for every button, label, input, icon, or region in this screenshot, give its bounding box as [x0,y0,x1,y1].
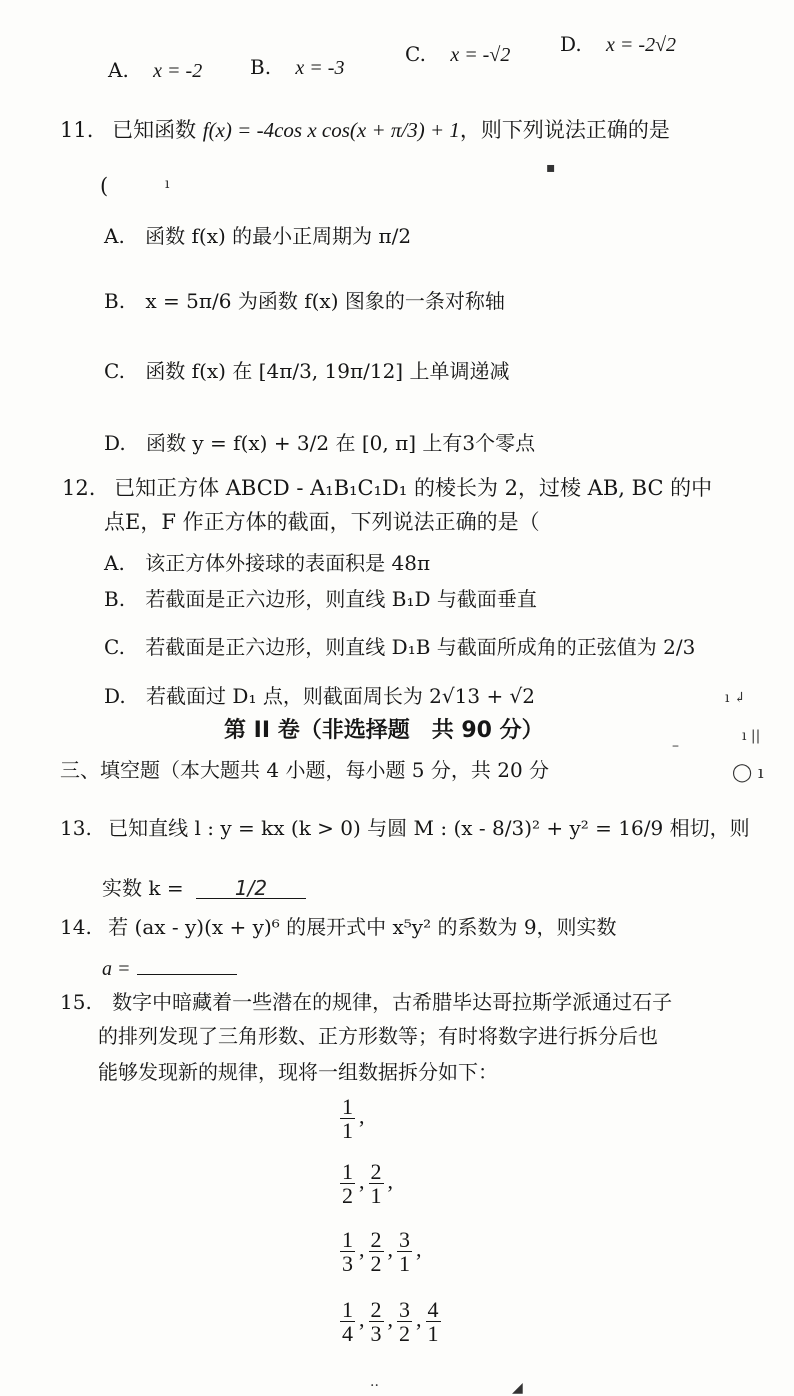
q15-row-2: $\frac{1}{2}$ , $\frac{2}{1}$ , [342,1159,393,1209]
denominator: 2 [370,1251,382,1277]
q14-number: 14. [60,915,92,939]
q10-option-b-label: B. [250,55,272,79]
numerator: 2 [370,1159,382,1184]
numerator: 3 [399,1297,410,1322]
q10-option-a-text: x = -2 [153,60,203,82]
q11-option-a-text: 函数 f(x) 的最小正周期为 π/2 [145,224,412,248]
q15-line3: 能够发现新的规律，现将一组数据拆分如下： [98,1060,498,1084]
q10-option-c-label: C. [405,42,426,66]
q12-option-a [104,547,430,576]
q11-formula: f(x) = -4cos x cos(x + π/3) + 1 [202,118,460,142]
q10-option-d-text: x = -2√2 [606,34,677,56]
q15-row-4: $\frac{1}{4}$ , $\frac{2}{3}$ , $\frac{3}{2}$ , $\frac{4}{1}$ [342,1297,439,1347]
q15-line1-text: 数字中暗藏着一些潜在的规律，古希腊毕达哥拉斯学派通过石子 [112,990,673,1014]
denominator: 1 [427,1321,439,1347]
q15-fraction [340,1298,355,1345]
q15-fraction [397,1228,412,1275]
scan-speck: ▪ [546,160,556,176]
q10-option-d [560,32,676,57]
numerator: 1 [342,1159,353,1184]
q15-fraction [369,1160,384,1207]
q12-option-d [104,680,535,709]
scan-speck: ı || [742,728,761,744]
q14-answer-blank[interactable] [137,956,237,975]
denominator: 2 [342,1183,353,1209]
q10-option-b-text: x = -3 [295,57,345,79]
q15-fraction [426,1298,441,1345]
q12-option-a-label: A. [104,551,125,575]
comma: , [359,1103,365,1129]
q11-option-b-label: B. [104,289,126,313]
q11-option-d-text: 函数 y = f(x) + 3/2 在 [0, π] 上有3个零点 [146,431,536,455]
q11-option-d [104,427,535,456]
q11-option-c-label: C. [104,359,125,383]
denominator: 1 [399,1251,410,1277]
numerator: 1 [342,1297,353,1322]
denominator: 1 [342,1118,353,1144]
q15-fraction [340,1228,355,1275]
scan-speck: ı [165,176,170,192]
numerator: 2 [370,1297,382,1322]
numerator: 1 [342,1094,353,1119]
scan-speck: ◢ [512,1380,523,1396]
q13-line1-text: 已知直线 l : y = kx (k > 0) 与圆 M : (x - 8/3)² + y² = 16/9 相切，则 [108,816,750,840]
q12-option-b-text: 若截面是正六边形，则直线 B₁D 与截面垂直 [145,587,537,611]
q11-option-c [104,355,509,384]
q15-line1 [60,992,672,1012]
q10-option-d-label: D. [560,32,582,56]
q14-line2 [102,956,237,979]
q10-option-c [405,42,510,67]
q11-option-a [104,220,411,249]
scan-speck: ·· [370,1378,379,1394]
q14-line2-text: a = [102,958,131,980]
denominator: 3 [342,1251,353,1277]
q11-number: 11. [60,118,94,142]
q14-line1-text: 若 (ax - y)(x + y)⁶ 的展开式中 x⁵y² 的系数为 9，则实数 [108,915,617,939]
q12-option-c-label: C. [104,635,125,659]
q12-option-d-label: D. [104,684,126,708]
scan-speck: – [672,738,679,754]
q12-option-d-text: 若截面过 D₁ 点，则截面周长为 2√13 + √2 [146,684,536,708]
q10-option-a-label: A. [108,58,129,82]
q11-option-b-text: x = 5π/6 为函数 f(x) 图象的一条对称轴 [145,289,505,313]
q12-line2: 点E，F 作正方体的截面，下列说法正确的是（ [104,510,540,534]
numerator: 2 [370,1227,382,1252]
q14-line1 [60,917,617,937]
q11-option-a-label: A. [104,224,125,248]
numerator: 4 [427,1297,439,1322]
denominator: 4 [342,1321,353,1347]
q10-option-a [108,58,202,83]
section3-title: 三、填空题（本大题共 4 小题，每小题 5 分，共 20 分 [60,758,550,782]
q12-line1 [62,478,712,499]
q15-fraction [369,1228,384,1275]
q13-number: 13. [60,816,92,840]
q15-fraction [369,1298,384,1345]
q15-line2: 的排列发现了三角形数、正方形数等；有时将数字进行拆分后也 [98,1024,658,1048]
q11-stem-suffix: ，则下列说法正确的是 [459,118,670,142]
denominator: 1 [370,1183,382,1209]
q10-option-b [250,55,344,80]
q11-option-c-text: 函数 f(x) 在 [4π/3, 19π/12] 上单调递减 [145,359,510,383]
denominator: 3 [370,1321,382,1347]
q11-option-d-label: D. [104,431,126,455]
scan-circle-mark-icon: ◯ ı [732,762,764,783]
q12-line1-text: 已知正方体 ABCD - A₁B₁C₁D₁ 的棱长为 2，过棱 AB, BC 的中 [114,476,713,500]
q15-fraction [397,1298,412,1345]
q10-option-c-text: x = -√2 [450,44,511,66]
q12-option-c-text: 若截面是正六边形，则直线 D₁B 与截面所成角的正弦值为 2/3 [145,635,696,659]
q15-number: 15. [60,990,92,1014]
denominator: 2 [399,1321,410,1347]
q11-paren: ( [100,174,109,198]
q15-row-3: $\frac{1}{3}$ , $\frac{2}{2}$ , $\frac{3}{1}$ , [342,1227,422,1277]
q12-option-b-label: B. [104,587,126,611]
numerator: 1 [342,1227,353,1252]
q12-option-a-text: 该正方体外接球的表面积是 48π [145,551,431,575]
q15-fraction [340,1095,355,1142]
q11-stem [60,120,670,141]
q15-row-1 [336,1095,365,1142]
q12-option-c [104,631,695,660]
q12-number: 12. [62,476,96,500]
q12-option-b [104,583,537,612]
numerator: 3 [399,1227,410,1252]
q15-fraction [340,1160,355,1207]
q13-line2 [102,878,306,899]
q13-line1 [60,818,750,838]
q11-option-b [104,285,505,314]
part2-title: 第 II 卷（非选择题 共 90 分） [224,718,544,743]
q11-stem-prefix: 已知函数 [112,118,197,142]
scan-speck: ı ↲ [725,690,746,706]
q13-line2-prefix: 实数 k = [102,876,184,900]
q13-handwritten-answer: 1/2 [196,878,306,899]
